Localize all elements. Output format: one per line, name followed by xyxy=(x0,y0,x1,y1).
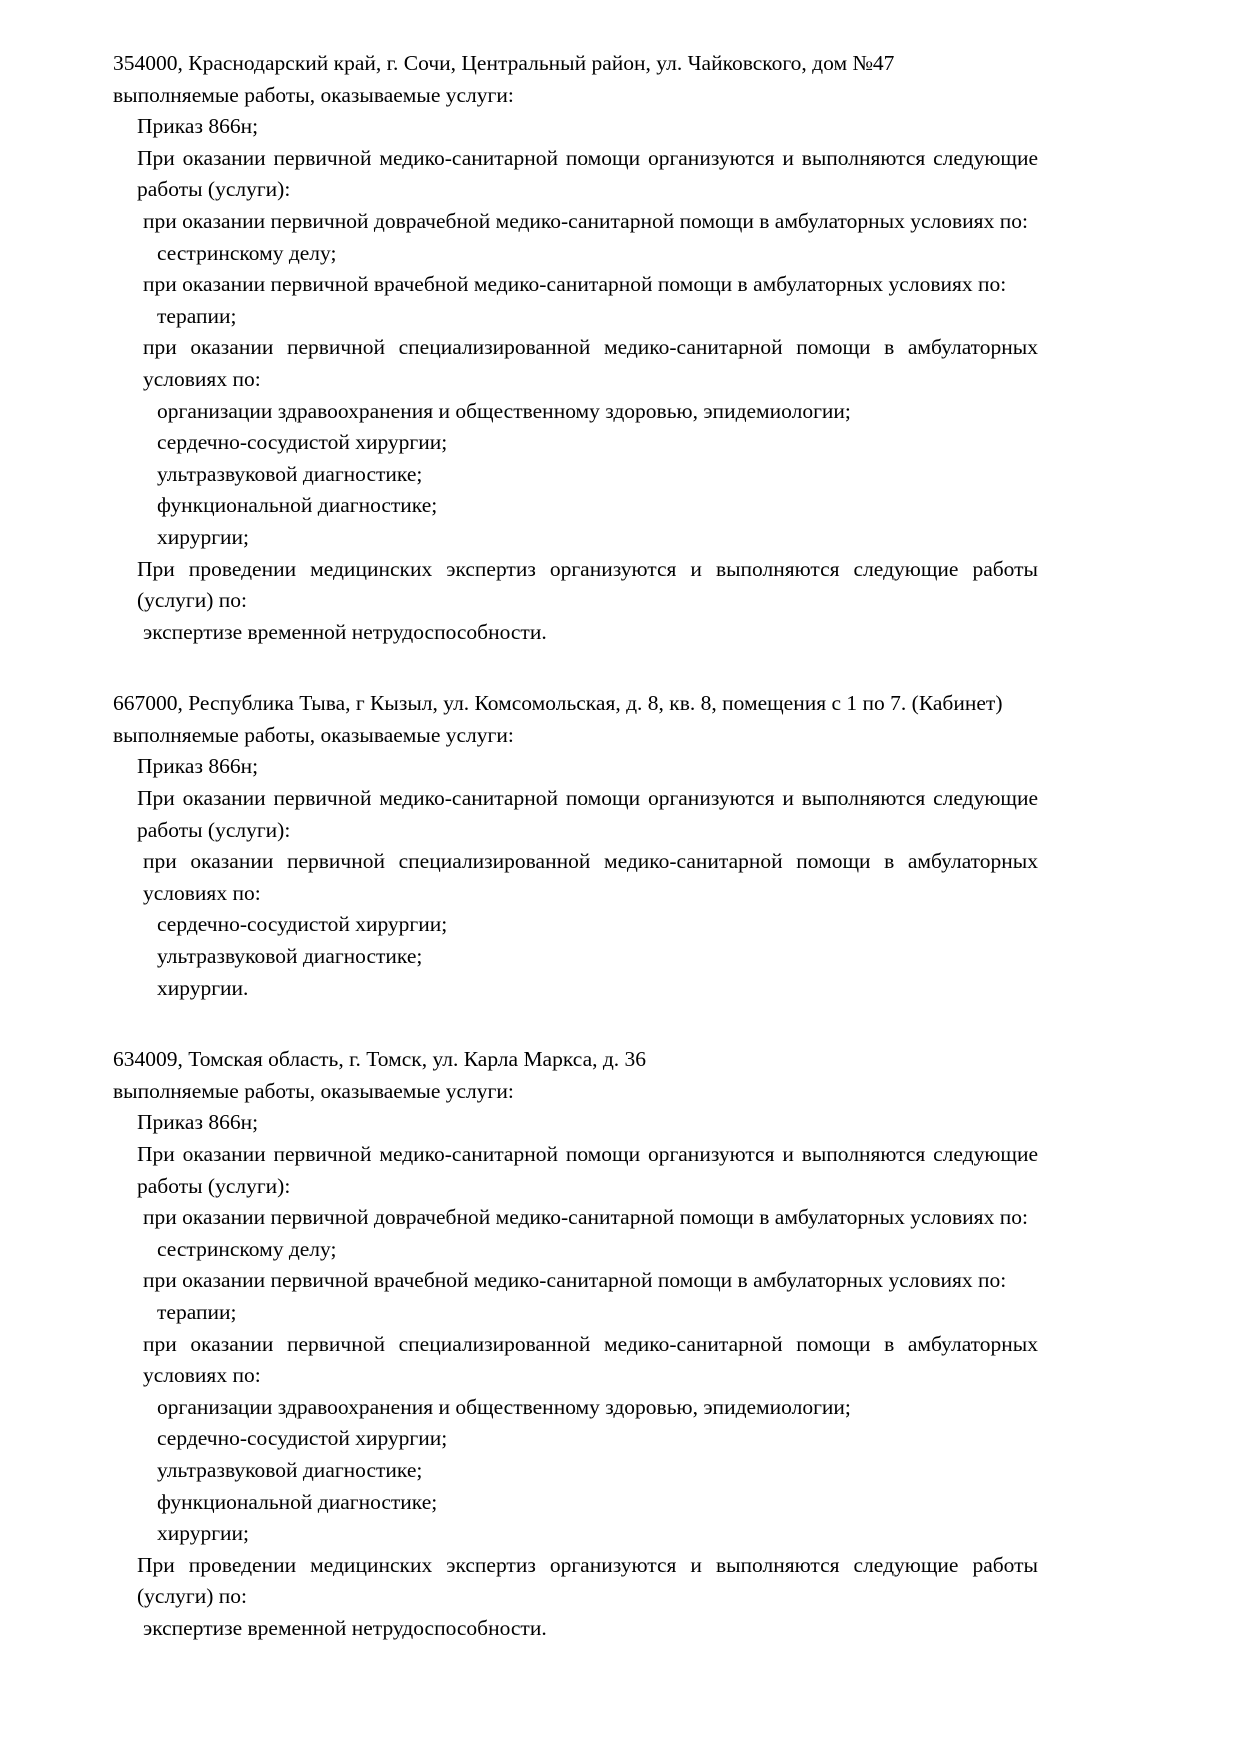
specialized-care-intro: при оказании первичной специализированной медико-санитарной помощи в амбулаторных условиях по: xyxy=(143,1331,1038,1388)
primary-care-intro: При оказании первичной медико-санитарной помощи организуются и выполняются следующие работы (услуги): xyxy=(137,786,1038,842)
facility-block-kyzyl xyxy=(113,688,1038,1004)
primary-care-intro: При оказании первичной медико-санитарной помощи организуются и выполняются следующие работы (услуги): xyxy=(137,145,1038,202)
specialty-nursing: сестринскому делу; xyxy=(157,240,337,265)
specialty-item: организации здравоохранения и общественному здоровью, эпидемиологии; xyxy=(157,398,851,423)
specialty-item: ультразвуковой диагностике; xyxy=(157,1457,423,1482)
expertise-item: экспертизе временной нетрудоспособности. xyxy=(143,1615,547,1640)
expertise-item: экспертизе временной нетрудоспособности. xyxy=(143,619,547,644)
facility-block-tomsk xyxy=(113,1044,1038,1644)
specialty-item: сердечно-сосудистой хирургии; xyxy=(157,912,448,937)
document-body xyxy=(113,48,1038,1645)
specialty-item: ультразвуковой диагностике; xyxy=(157,944,423,969)
physician-care-intro: при оказании первичной врачебной медико-санитарной помощи в амбулаторных условиях по: xyxy=(143,1268,1007,1293)
specialty-item: ультразвуковой диагностике; xyxy=(157,461,423,486)
services-header: выполняемые работы, оказываемые услуги: xyxy=(113,82,514,107)
specialty-item: хирургии. xyxy=(157,975,249,1000)
specialty-item: сердечно-сосудистой хирургии; xyxy=(157,1426,448,1451)
specialty-nursing: сестринскому делу; xyxy=(157,1236,337,1261)
services-header: выполняемые работы, оказываемые услуги: xyxy=(113,1078,514,1103)
facility-address: 354000, Краснодарский край, г. Сочи, Центральный район, ул. Чайковского, дом №47 xyxy=(113,51,895,75)
services-header: выполняемые работы, оказываемые услуги: xyxy=(113,722,514,747)
facility-address: 667000, Республика Тыва, г Кызыл, ул. Комсомольская, д. 8, кв. 8, помещения с 1 по 7. (Кабинет) xyxy=(113,691,1003,716)
expertise-intro: При проведении медицинских экспертиз организуются и выполняются следующие работы (услуги) по: xyxy=(137,556,1038,613)
specialized-care-intro: при оказании первичной специализированной медико-санитарной помощи в амбулаторных условиях по: xyxy=(143,335,1038,391)
specialized-care-intro: при оказании первичной специализированной медико-санитарной помощи в амбулаторных условиях по: xyxy=(143,849,1038,905)
specialty-item: хирургии; xyxy=(157,524,250,549)
facility-address: 634009, Томская область, г. Томск, ул. Карла Маркса, д. 36 xyxy=(113,1047,647,1072)
prehospital-care-intro: при оказании первичной доврачебной медико-санитарной помощи в амбулаторных условиях по: xyxy=(143,208,1028,233)
specialty-therapy: терапии; xyxy=(157,303,237,328)
specialty-item: сердечно-сосудистой хирургии; xyxy=(157,430,448,455)
expertise-intro: При проведении медицинских экспертиз организуются и выполняются следующие работы (услуги) по: xyxy=(137,1552,1038,1609)
order-label: Приказ 866н; xyxy=(137,754,259,779)
order-label: Приказ 866н; xyxy=(137,114,259,139)
physician-care-intro: при оказании первичной врачебной медико-санитарной помощи в амбулаторных условиях по: xyxy=(143,272,1007,297)
specialty-item: функциональной диагностике; xyxy=(157,493,438,518)
primary-care-intro: При оказании первичной медико-санитарной помощи организуются и выполняются следующие работы (услуги): xyxy=(137,1142,1038,1198)
specialty-item: функциональной диагностике; xyxy=(157,1489,438,1514)
specialty-item: организации здравоохранения и общественному здоровью, эпидемиологии; xyxy=(157,1394,851,1419)
facility-block-sochi xyxy=(113,48,1038,648)
specialty-therapy: терапии; xyxy=(157,1299,237,1324)
order-label: Приказ 866н; xyxy=(137,1110,259,1135)
prehospital-care-intro: при оказании первичной доврачебной медико-санитарной помощи в амбулаторных условиях по: xyxy=(143,1205,1028,1230)
specialty-item: хирургии; xyxy=(157,1521,250,1546)
